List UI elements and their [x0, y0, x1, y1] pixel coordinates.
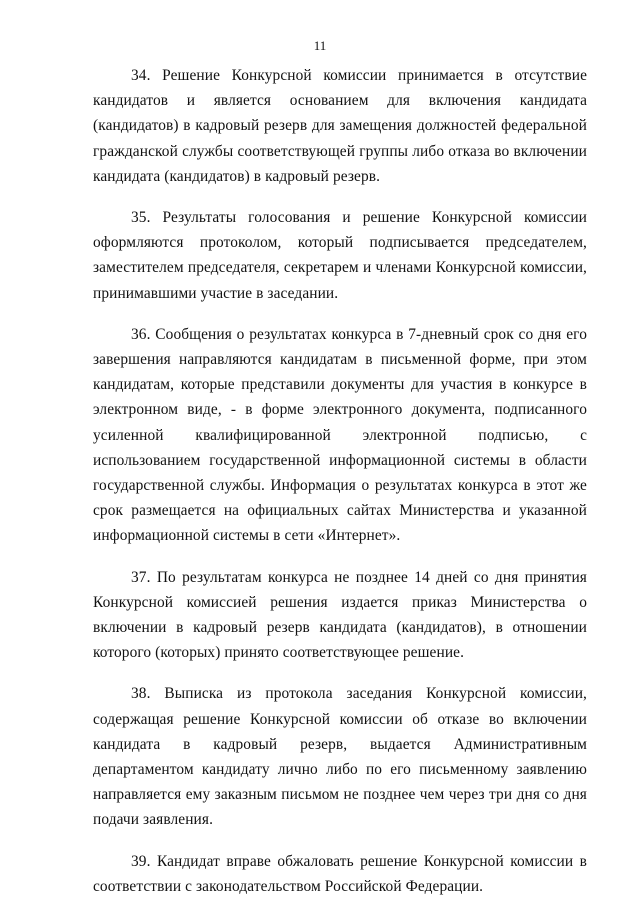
paragraph-37: 37. По результатам конкурса не позднее 14 дней со дня принятия Конкурсной комиссией решения издается приказ Министерства о включении в кадровый резерв кандидата (кандидатов), в отношении которого (которых) принято соответствующее решение.: [93, 568, 587, 662]
paragraph-34: 34. Решение Конкурсной комиссии принимается в отсутствие кандидатов и является основанием для включения кандидата (кандидатов) в кадровый резерв для замещения должностей федеральной гражданской службы соответствующей группы либо отказа во включении кандидата (кандидатов) в кадровый резерв.: [93, 67, 587, 185]
document-body: [93, 63, 587, 915]
paragraph-35: 35. Результаты голосования и решение Конкурсной комиссии оформляются протоколом, который подписывается председателем, заместителем председателя, секретарем и членами Конкурсной комиссии, принимавшими участие в заседании.: [93, 209, 587, 302]
page-number: 11: [313, 38, 327, 53]
paragraph-36: 36. Сообщения о результатах конкурса в 7-дневный срок со дня его завершения направляются кандидатам в письменной форме, при этом кандидатам, которые представили документы для участия в конкурсе в электронном виде, - в форме электронного документа, подписанного усиленной квалифицированной электронной подписью, с использованием государственной информационной системы в области государственной службы. Информация о результатах конкурса в этот же срок размещается на официальных сайтах Министерства и указанной информационной системы в сети «Интернет».: [93, 325, 587, 545]
paragraph-39: 39. Кандидат вправе обжаловать решение Конкурсной комиссии в соответствии с законодательством Российской Федерации.: [93, 852, 587, 895]
paragraph-38: 38. Выписка из протокола заседания Конкурсной комиссии, содержащая решение Конкурсной комиссии об отказе во включении кандидата в кадровый резерв, выдается Административным департаментом кандидату лично либо по его письменному заявлению направляется ему заказным письмом не позднее чем через три дня со дня подачи заявления.: [93, 685, 587, 829]
